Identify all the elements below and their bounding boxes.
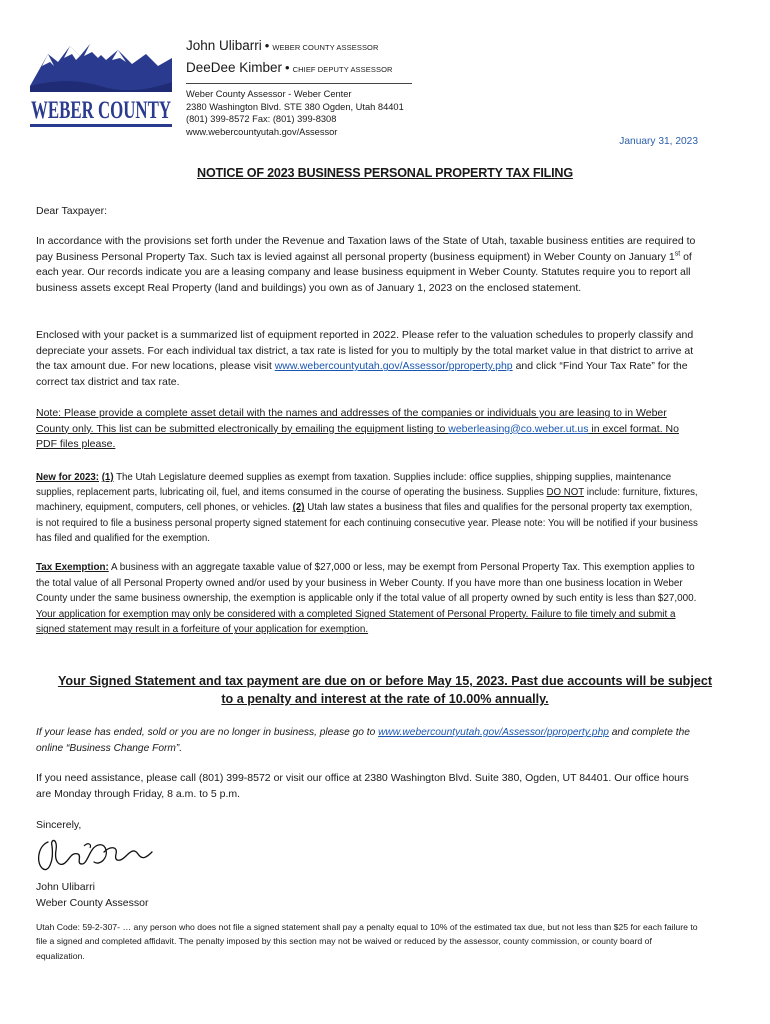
p2-text-a: Enclosed with your packet is a summarized list of equipment reported in 2022. Please refer to the valuation schedules to properly classify and depreciate your assets. For each individual tax district, a tax rate is listed for you to multiply by the total market value in that district to arrive at the tax amount due. For new locations, please visit xyxy=(36,329,694,373)
p2-text-b: and click “Find Your Tax Rate” for the correct tax district and tax rate. xyxy=(36,360,688,388)
p3-text-b: in excel format. No PDF files please. xyxy=(36,422,679,451)
p4-text-c: Utah law states a business that files and qualifies for the personal property tax exemption, is not required to file a business personal property signed statement for each continuing consecutive year. Please note: You will be notified if your business has filed and qualified for the exemption. xyxy=(36,502,698,544)
letterhead xyxy=(186,36,412,138)
item-number-1: (1) xyxy=(101,472,114,483)
item-number-2: (2) xyxy=(292,502,305,514)
closing: Sincerely, xyxy=(36,819,82,831)
due-date-notice xyxy=(0,672,770,708)
tax-exemption-heading: Tax Exemption: xyxy=(36,562,109,573)
p1-superscript: st xyxy=(674,250,681,258)
letter-date: January 31, 2023 xyxy=(619,136,698,147)
handwritten-signature xyxy=(34,832,154,878)
signature-block xyxy=(36,880,700,911)
do-not-emphasis: DO NOT xyxy=(546,487,584,499)
paragraph-provisions xyxy=(36,234,700,296)
header-divider xyxy=(186,83,412,84)
office-address: 2380 Washington Blvd. STE 380 Ogden, Utah 84401 xyxy=(186,101,404,112)
bullet-separator: • xyxy=(264,38,270,53)
salutation: Dear Taxpayer: xyxy=(36,205,108,217)
utah-code-footnote: Utah Code: 59-2-307- … any person who does not file a signed statement shall pay a penalty equal to 10% of the estimated tax due, but not less than $25 for each failure to file a signed and completed affidavit. The penalty imposed by this section may not be waived or reduced by the assessor, county commission, or county board of equalization. xyxy=(36,922,698,961)
paragraph-enclosed xyxy=(36,328,700,390)
new-for-2023-heading: New for 2023: xyxy=(36,472,99,483)
p6-text-b: and complete the online “Business Change Form”. xyxy=(36,727,690,754)
p5-underlined: Your application for exemption may only be considered with a completed Signed Statement of Personal Property. Failure to file timely and submit a signed statement may result in a forfeiture of your application for exemption. xyxy=(36,608,676,636)
due-line-2: to a penalty and interest at the rate of 10.00% annually. xyxy=(221,692,549,706)
paragraph-lease-ended xyxy=(36,725,700,756)
deputy-role: CHIEF DEPUTY ASSESSOR xyxy=(292,65,393,74)
paragraph-tax-exemption xyxy=(36,560,700,638)
tax-rate-link[interactable]: www.webercountyutah.gov/Assessor/pproperty.php xyxy=(274,360,513,373)
p6-text-a: If your lease has ended, sold or you are no longer in business, please go to xyxy=(36,727,379,738)
p3-text-a: Note: Please provide a complete asset detail with the names and addresses of the companies or individuals you are leasing to in Weber County only. This list can be submitted electronically by emailing the equipment listing to xyxy=(36,407,667,435)
p4-text-b: include: furniture, fixtures, machinery, equipment, computers, cell phones, or vehicles. xyxy=(36,487,698,514)
p5-text-a: A business with an aggregate taxable value of $27,000 or less, may be exempt from Personal Property Tax. This exemption applies to the total value of all Personal Property owned and/or used by your business in Weber County. If you have more than one business location in Weber County under the same business ownership, the exemption is applicable only if the total value of all property owned by such entity is less than $27,000. xyxy=(36,562,697,605)
paragraph-new-for-2023 xyxy=(36,470,700,546)
assessor-name: John Ulibarri xyxy=(186,38,262,53)
p1-text-b: of each year. Our records indicate you are a leasing company and lease business equipment in Weber County. Statutes require you to report all business assets except Real Property (land and buildings) you own as of January 1, 2023 on the enclosed statement. xyxy=(36,250,692,294)
deputy-name: DeeDee Kimber xyxy=(186,60,283,75)
letter-title: NOTICE OF 2023 BUSINESS PERSONAL PROPERTY TAX FILING xyxy=(197,166,573,180)
due-line-1: Your Signed Statement and tax payment are due on or before May 15, 2023. Past due accounts will be subject xyxy=(57,674,713,688)
p1-text-a: In accordance with the provisions set forth under the Revenue and Taxation laws of the State of Utah, taxable business entities are required to pay Business Personal Property Tax. Such tax is levied against all personal property (business equipment) in Weber County on January 1 xyxy=(36,235,696,263)
office-website: www.webercountyutah.gov/Assessor xyxy=(186,126,338,137)
paragraph-assistance: If you need assistance, please call (801) 399-8572 or visit our office at 2380 Washington Blvd. Suite 380, Ogden, UT 84401. Our office hours are Monday through Friday, 8 a.m. to 5 p.m. xyxy=(36,772,689,800)
logo-text: WEBER COUNTY xyxy=(31,97,171,124)
office-phones: (801) 399-8572 Fax: (801) 399-8308 xyxy=(186,114,337,125)
office-name: Weber County Assessor - Weber Center xyxy=(186,89,352,99)
bullet-separator: • xyxy=(285,60,290,75)
signer-name: John Ulibarri xyxy=(36,881,95,893)
paragraph-note xyxy=(36,406,700,453)
weber-county-logo xyxy=(28,36,174,132)
p4-text-a: The Utah Legislature deemed supplies as exempt from taxation. Supplies include: office supplies, shipping supplies, maintenance supplies, replacement parts, lubricating oil, fuel, and items consumed in the course of operating the business. Supplies xyxy=(36,472,672,499)
leasing-email-link[interactable]: weberleasing@co.weber.ut.us xyxy=(448,422,589,435)
assessor-role: WEBER COUNTY ASSESSOR xyxy=(272,43,379,52)
signer-title: Weber County Assessor xyxy=(36,896,149,909)
business-change-link[interactable]: www.webercountyutah.gov/Assessor/pproperty.php xyxy=(378,727,609,738)
